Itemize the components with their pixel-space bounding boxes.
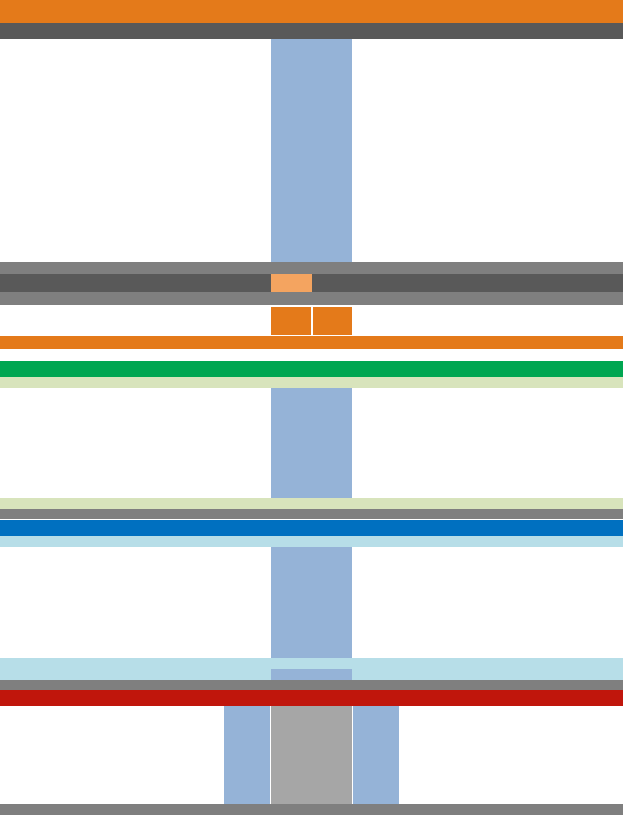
defense-count-label-home: [0, 377, 271, 388]
defense-home-vote-col: [271, 377, 312, 508]
midfield-away-sum: [312, 658, 352, 669]
home-bonus-value: [271, 262, 312, 274]
midfield-diff-label-away: [352, 669, 623, 680]
defense-home-avg: [271, 498, 312, 509]
home-total: [271, 274, 312, 292]
midfield-away-count: [312, 536, 352, 547]
midfield-away-bonus: [312, 680, 352, 690]
bonus-module-label-away: [354, 262, 454, 274]
midfield-bonus-label-away: [352, 680, 623, 690]
module-label-away: [458, 274, 508, 292]
defense-count-label-away: [352, 377, 623, 388]
home-factor-label: [160, 292, 270, 305]
midfield-count-label-home: [0, 536, 271, 547]
defense-avg-label-home: [0, 498, 271, 509]
attack-away-bonus-col: [312, 706, 352, 804]
attack-title: [0, 690, 623, 706]
away-bonus-value: [312, 262, 352, 274]
defense-away-vote-col: [312, 377, 352, 508]
attack-home-bonus-col: [271, 706, 312, 804]
away-team-name: [312, 23, 623, 39]
away-score: [313, 307, 352, 335]
defense-away-bonus: [312, 509, 352, 519]
midfield-home-bonus: [271, 680, 312, 690]
gk-title: [0, 336, 623, 349]
module-label-home: [140, 274, 190, 292]
midfield-away-vote-col: [312, 536, 352, 658]
away-module: [355, 274, 455, 292]
defense-away-avg: [312, 498, 352, 509]
attack-home-vote-col: [224, 706, 270, 804]
away-total: [312, 274, 352, 292]
midfield-sum-label-away: [352, 658, 623, 669]
defense-away-count: [312, 377, 352, 388]
midfield-home-vote-col: [271, 536, 312, 658]
home-vote-column: [271, 39, 312, 262]
defense-home-count: [271, 377, 312, 388]
defense-home-bonus: [271, 509, 312, 519]
midfield-home-diff: [271, 669, 312, 680]
attack-away-bonus: [312, 804, 352, 815]
midfield-home-count: [271, 536, 312, 547]
attack-bonus-label-away: [352, 804, 623, 815]
home-score: [271, 307, 311, 335]
defense-bonus-label-away: [352, 509, 623, 519]
home-factor-value: [271, 292, 312, 305]
defense-bonus-label-home: [0, 509, 271, 519]
defense-avg-label-away: [352, 498, 623, 509]
midfield-sum-label-home: [0, 658, 271, 669]
home-module: [203, 274, 269, 292]
home-team-name: [0, 23, 312, 39]
midfield-title: [0, 520, 623, 536]
attack-away-vote-col: [353, 706, 399, 804]
defense-title: [0, 361, 623, 377]
page-title: [0, 0, 623, 23]
midfield-diff-label-home: [0, 669, 271, 680]
attack-home-bonus: [271, 804, 312, 815]
attack-bonus-label-home: [0, 804, 271, 815]
bonus-module-label-home: [160, 262, 270, 274]
midfield-bonus-label-home: [0, 680, 271, 690]
away-vote-column: [312, 39, 352, 262]
midfield-home-sum: [271, 658, 312, 669]
midfield-away-diff: [312, 669, 352, 680]
midfield-count-label-away: [352, 536, 623, 547]
